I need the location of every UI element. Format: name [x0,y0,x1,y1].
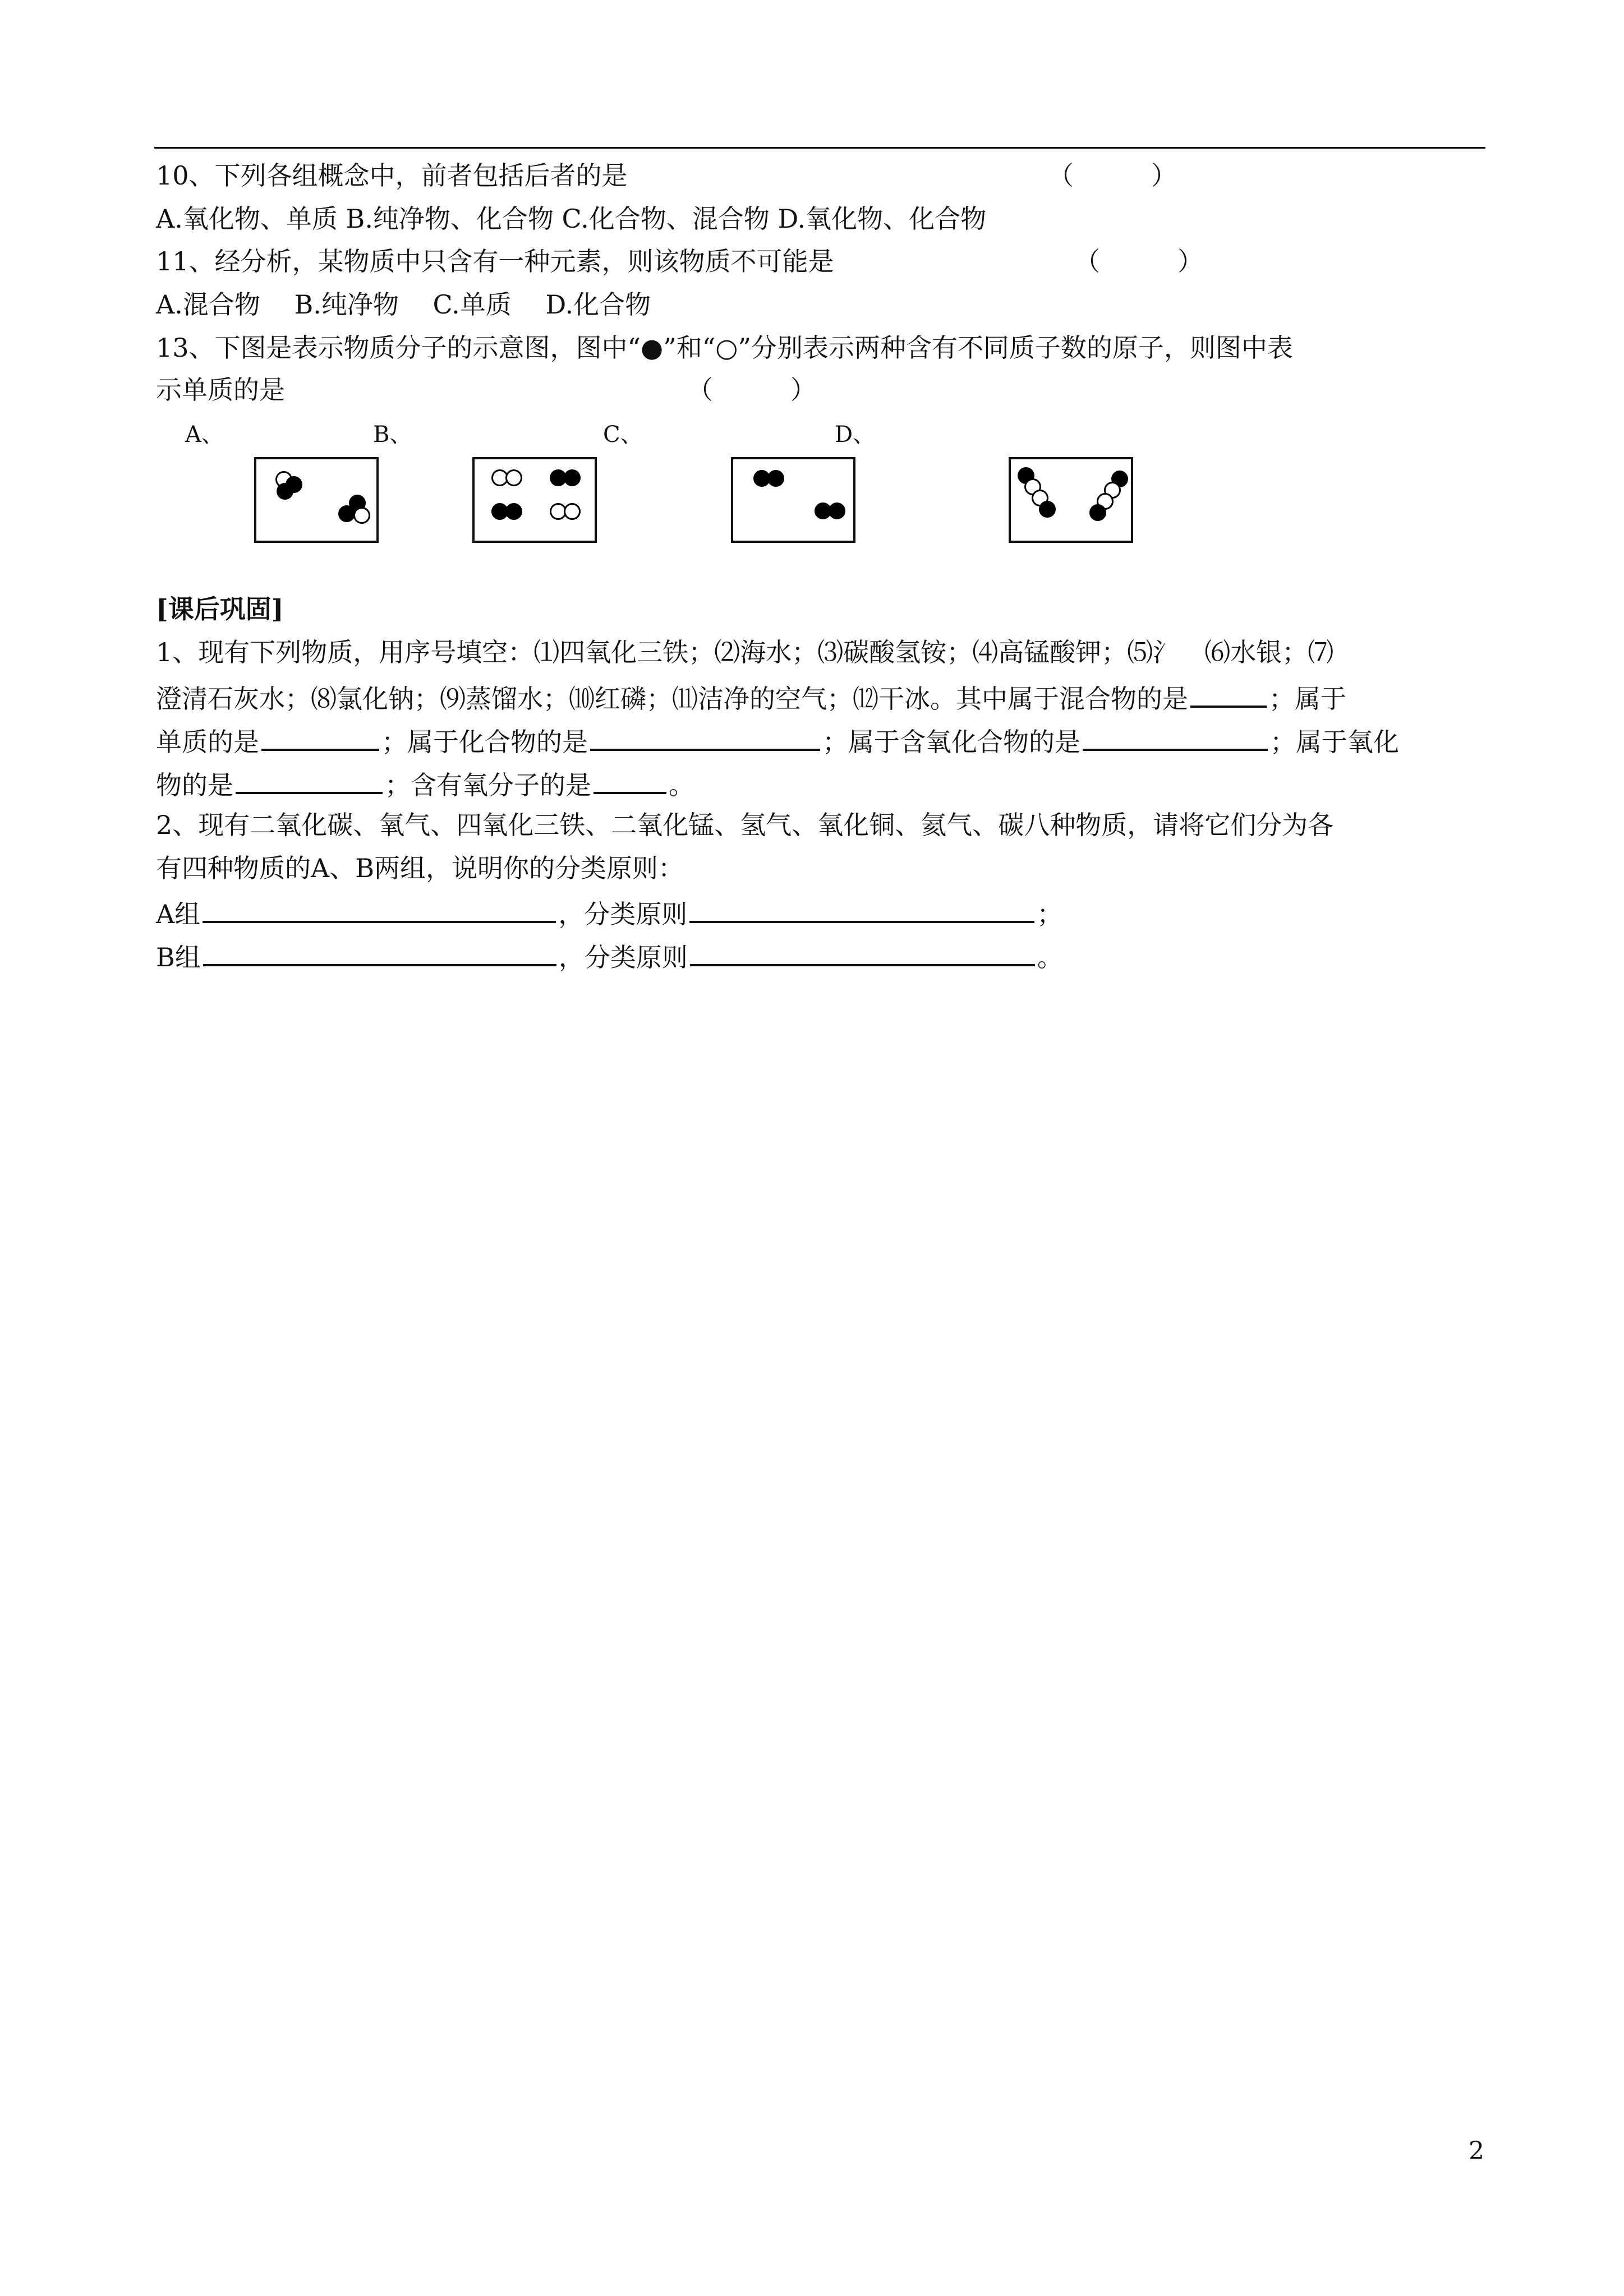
group-b-principle-blank[interactable] [690,938,1035,966]
group-a-answer-blank[interactable] [203,895,556,923]
oxygen-compound-answer-blank[interactable] [1083,723,1268,751]
group-a-label: A组 [156,899,201,929]
white-atom [353,507,370,524]
review-q1-line2-text: 澄清石灰水；⑻氯化钠；⑼蒸馏水；⑽红磷；⑾洁净的空气；⑿干冰。其中属于混合物的是 [156,684,1188,714]
black-atom [829,502,845,519]
page-number: 2 [1469,2137,1484,2165]
header-rule [154,147,1485,149]
review-q1-line2 [156,680,1346,714]
q10-stem: 10、下列各组概念中，前者包括后者的是 [156,160,628,191]
oxygen-molecule-label: ；含有氧分子的是 [385,770,591,800]
q13-stem-line1: 13、下图是表示物质分子的示意图，图中“●”和“○”分别表示两种含有不同质子数的原子，则图中表 [156,333,1293,363]
group-b-answer-blank[interactable] [203,938,556,966]
black-atom [277,483,293,500]
group-a-row [156,895,1062,930]
oxide-answer-blank[interactable] [236,766,383,794]
compound-answer-blank[interactable] [590,723,820,751]
white-atom [564,503,581,520]
q13-stem-line2: 示单质的是 [156,375,285,405]
group-b-label: B组 [156,942,201,972]
black-atom [1089,504,1106,521]
black-atom [1039,501,1056,518]
review-q1-line1: 1、现有下列物质，用序号填空：⑴四氧化三铁；⑵海水；⑶碳酸氢铵；⑷高锰酸钾；⑸氵 ⑹水银；⑺ [156,637,1334,667]
single-substance-label: 单质的是 [156,727,259,757]
molecule-diagram-c [731,457,855,543]
q13-option-b-label: B、 [373,422,412,448]
oxide-label-end: 物的是 [156,770,233,800]
oxygen-compound-label: ；属于含氧化合物的是 [822,727,1080,757]
single-substance-answer-blank[interactable] [261,723,379,751]
compound-label: ；属于化合物的是 [381,727,588,757]
black-atom [564,469,581,486]
oxygen-molecule-answer-blank[interactable] [594,766,666,794]
group-a-principle-label: ，分类原则 [558,899,688,929]
review-q1-line4 [156,766,694,801]
group-a-end: ； [1037,899,1063,929]
group-b-row [156,938,1063,973]
review-q1-line3 [156,723,1399,758]
group-b-end: 。 [1037,942,1063,972]
white-atom [505,469,522,486]
q13-answer-paren: （ ） [687,375,816,405]
mixture-answer-blank[interactable] [1190,680,1267,708]
review-heading: [课后巩固] [156,594,284,624]
group-a-principle-blank[interactable] [689,895,1034,923]
review-q2-line2: 有四种物质的A、B两组，说明你的分类原则： [156,853,684,883]
q10-answer-paren: （ ） [1048,160,1177,191]
molecule-diagram-d [1009,457,1133,543]
review-q1-line2-end: ；属于 [1269,684,1346,714]
q11-stem: 11、经分析，某物质中只含有一种元素，则该物质不可能是 [156,246,834,276]
molecule-diagram-a [254,457,379,543]
q11-answer-paren: （ ） [1074,246,1203,276]
oxide-label-start: ；属于氧化 [1270,727,1399,757]
black-atom [338,505,355,522]
q13-option-d-label: D、 [835,422,876,448]
black-atom [767,470,784,487]
q10-options: A.氧化物、单质 B.纯净物、化合物 C.化合物、混合物 D.氧化物、化合物 [156,204,987,234]
group-b-principle-label: ，分类原则 [558,942,688,972]
review-q1-period: 。 [669,770,694,800]
black-atom [505,503,522,520]
q11-options: A.混合物 B.纯净物 C.单质 D.化合物 [156,289,651,320]
q13-option-a-label: A、 [185,422,224,448]
q13-option-c-label: C、 [603,422,643,448]
molecule-diagram-b [472,457,597,543]
review-q2-line1: 2、现有二氧化碳、氧气、四氧化三铁、二氧化锰、氢气、氧化铜、氦气、碳八种物质，请将它们分为各 [156,810,1334,840]
